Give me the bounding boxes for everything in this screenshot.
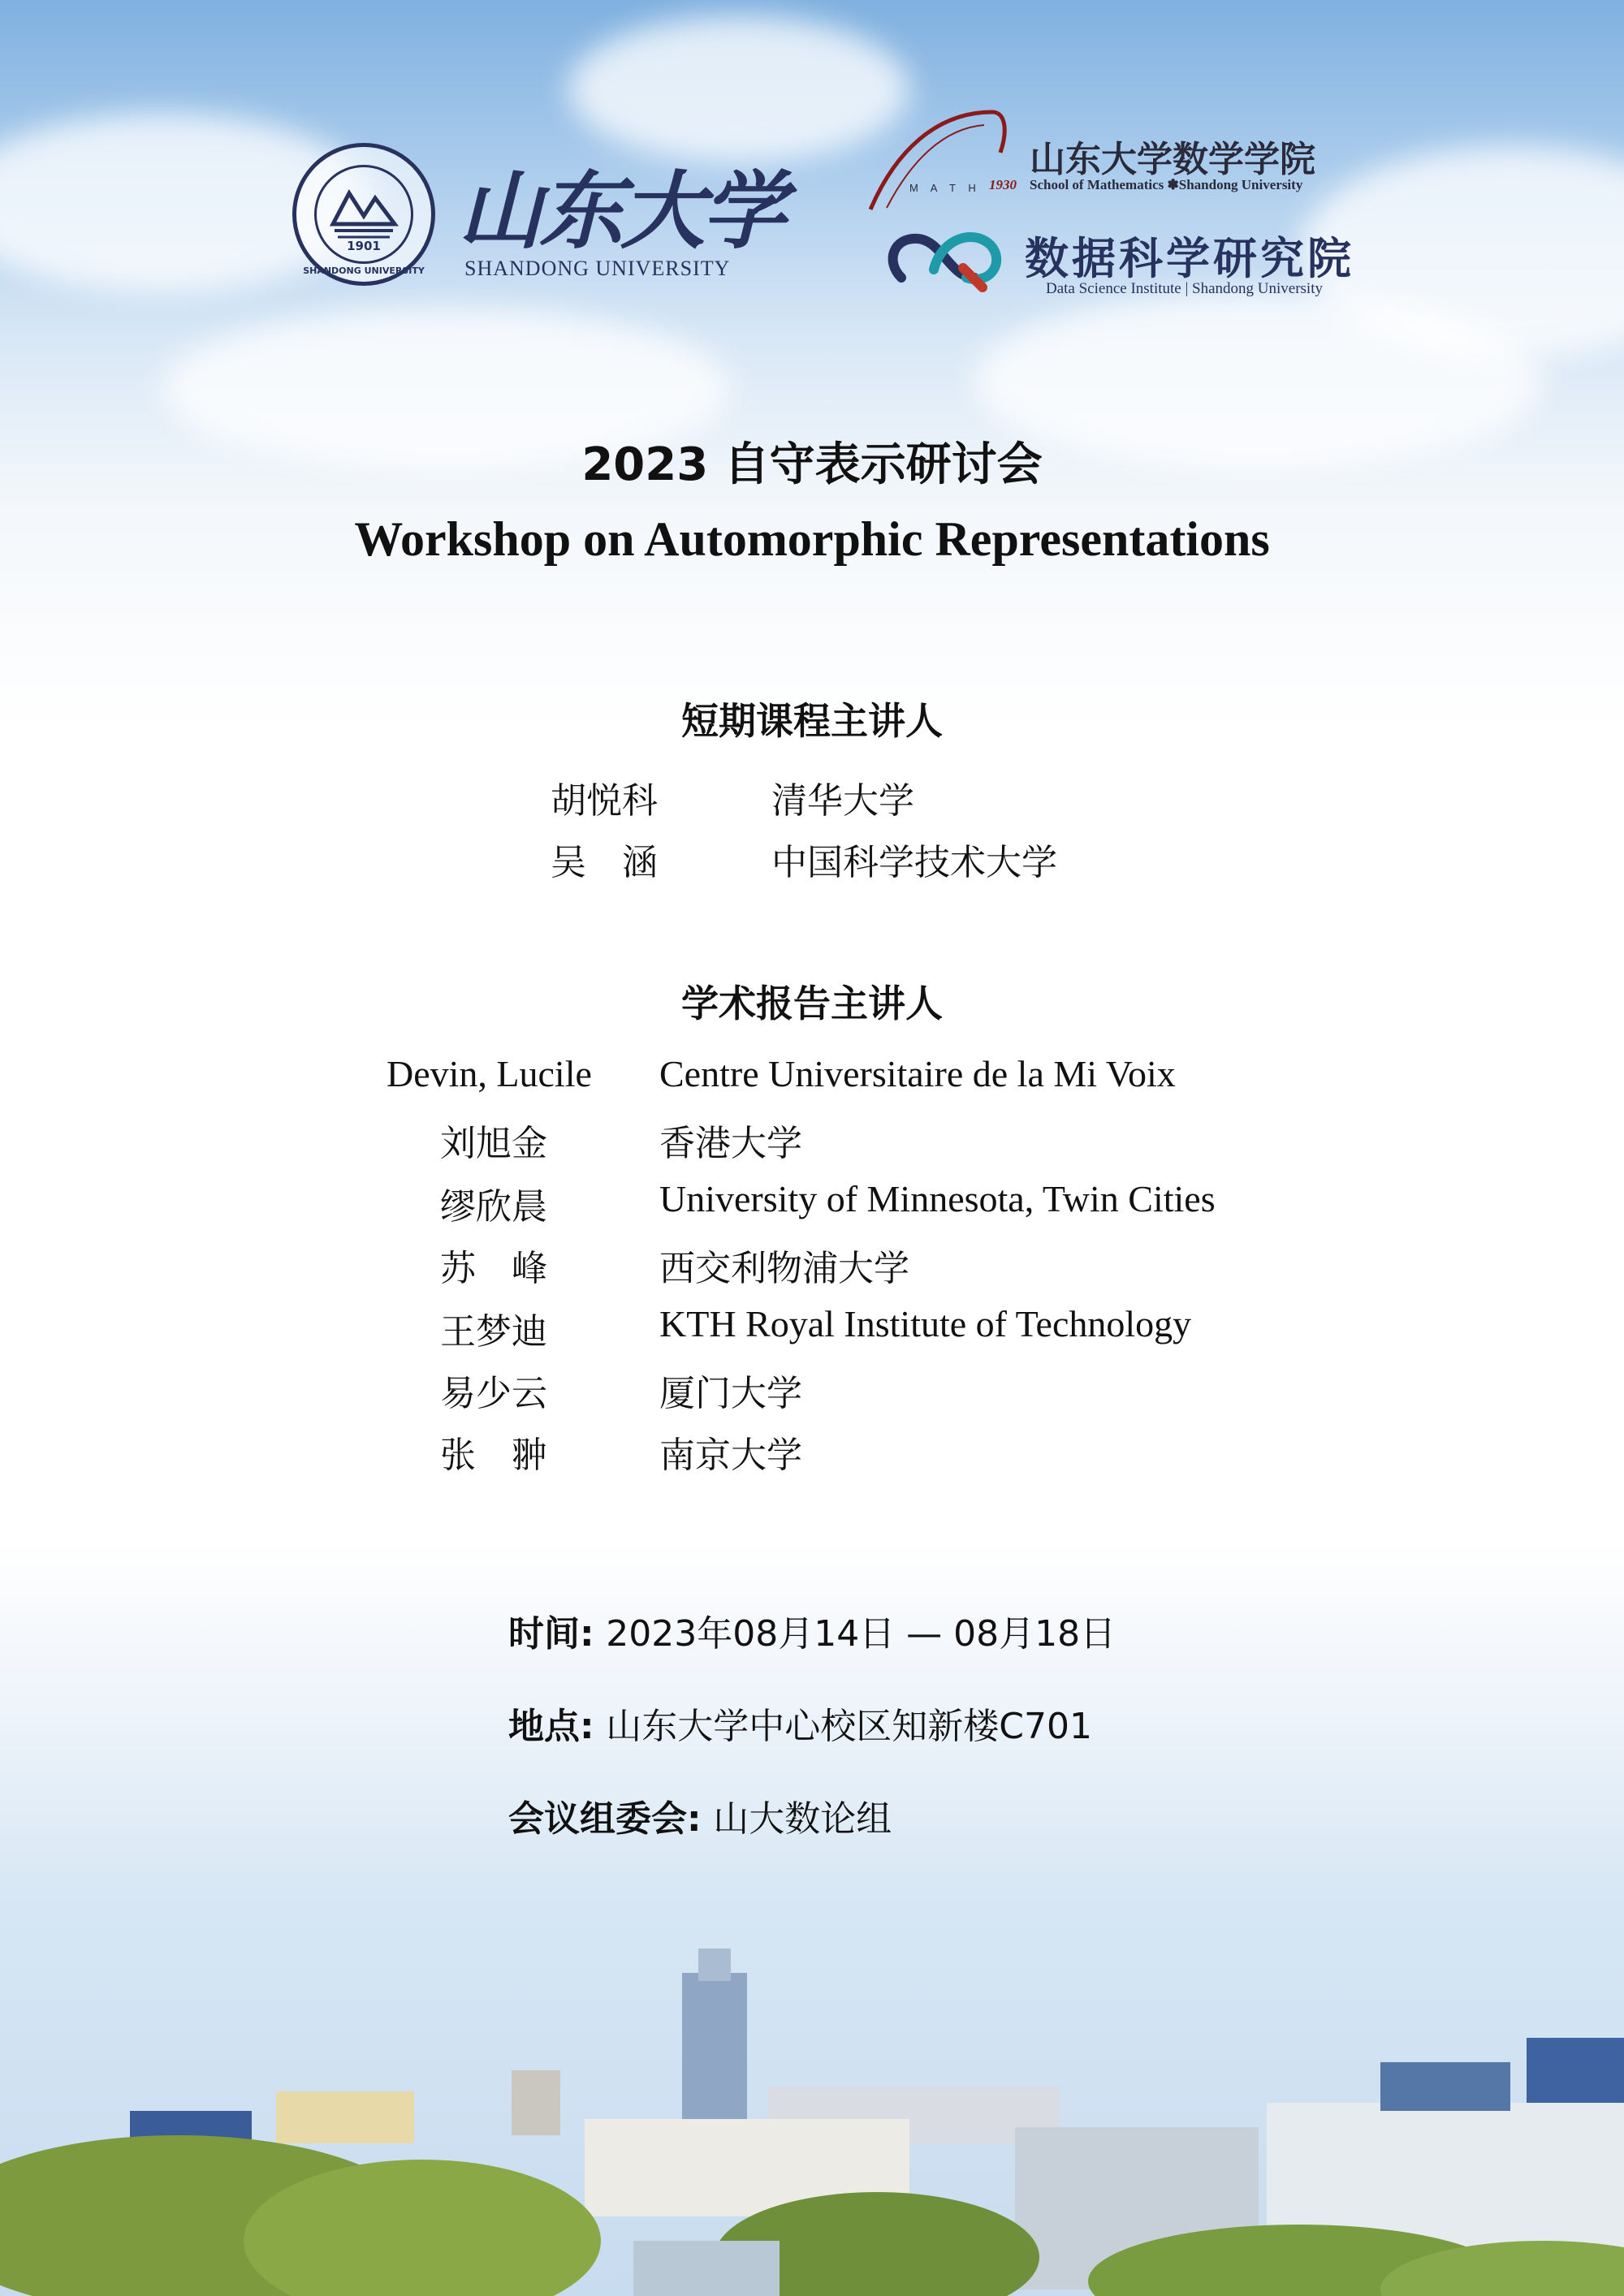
campus-skyline-image	[0, 1932, 1624, 2296]
sdu-name-cn: 山东大学	[458, 161, 784, 261]
short-course-speaker-affiliation: 中国科学技术大学	[771, 842, 1057, 883]
short-course-speaker-name: 吴 涵	[551, 842, 658, 883]
committee-value: 山大数论组	[713, 1798, 892, 1840]
sdu-seal-ring-text: SHANDONG UNIVERSITY	[303, 265, 425, 276]
math-year: 1930	[989, 177, 1017, 192]
dsi-infinity-icon	[885, 221, 1007, 296]
short-course-heading: 短期课程主讲人	[681, 699, 943, 743]
talk-speaker-name: Devin, Lucile	[387, 1053, 592, 1094]
math-swoosh-icon	[862, 104, 1025, 218]
talk-speaker-name: 苏 峰	[440, 1248, 547, 1289]
committee-label: 会议组委会:	[508, 1798, 702, 1840]
place-info	[508, 1697, 1092, 1749]
sdu-seal-logo	[292, 143, 435, 286]
math-school-name-en: School of Mathematics ✽Shandong University	[1030, 177, 1303, 192]
math-mark-text: M A T H	[909, 182, 981, 194]
talk-speaker-affiliation: 西交利物浦大学	[659, 1248, 909, 1289]
dsi-name-en: Data Science Institute | Shandong University	[1046, 280, 1323, 297]
sdu-seal-year: 1901	[347, 239, 381, 253]
talk-speaker-name: 张 翀	[440, 1435, 547, 1476]
talks-heading: 学术报告主讲人	[681, 982, 943, 1025]
cloud	[568, 16, 909, 162]
talk-speaker-name: 刘旭金	[440, 1123, 547, 1164]
talk-speaker-name: 缪欣晨	[440, 1186, 547, 1228]
talk-speaker-affiliation: KTH Royal Institute of Technology	[659, 1303, 1192, 1344]
title-en: Workshop on Automorphic Representations	[354, 512, 1270, 566]
time-info	[508, 1604, 1116, 1656]
sdu-seal-inner-ring	[314, 165, 413, 264]
short-course-speaker-name: 胡悦科	[551, 780, 658, 822]
title-cn: 2023 自守表示研讨会	[581, 438, 1043, 491]
math-school-name-cn: 山东大学数学学院	[1030, 139, 1315, 180]
talk-speaker-affiliation: 南京大学	[659, 1435, 802, 1476]
talk-speaker-affiliation: Centre Universitaire de la Mi Voix	[659, 1053, 1176, 1094]
time-value: 2023年08月14日 — 08月18日	[606, 1613, 1116, 1655]
place-value: 山东大学中心校区知新楼C701	[606, 1706, 1092, 1747]
time-label: 时间:	[508, 1613, 594, 1655]
place-label: 地点:	[508, 1706, 594, 1747]
talk-speaker-affiliation: 香港大学	[659, 1123, 802, 1164]
sdu-name-en: SHANDONG UNIVERSITY	[464, 257, 731, 280]
talk-speaker-name: 易少云	[440, 1373, 547, 1414]
talk-speaker-affiliation: University of Minnesota, Twin Cities	[659, 1178, 1216, 1219]
talk-speaker-affiliation: 厦门大学	[659, 1373, 802, 1414]
dsi-name-cn: 数据科学研究院	[1025, 232, 1354, 284]
short-course-speaker-affiliation: 清华大学	[771, 780, 914, 822]
talk-speaker-name: 王梦迪	[440, 1311, 547, 1353]
committee-info	[508, 1789, 892, 1841]
